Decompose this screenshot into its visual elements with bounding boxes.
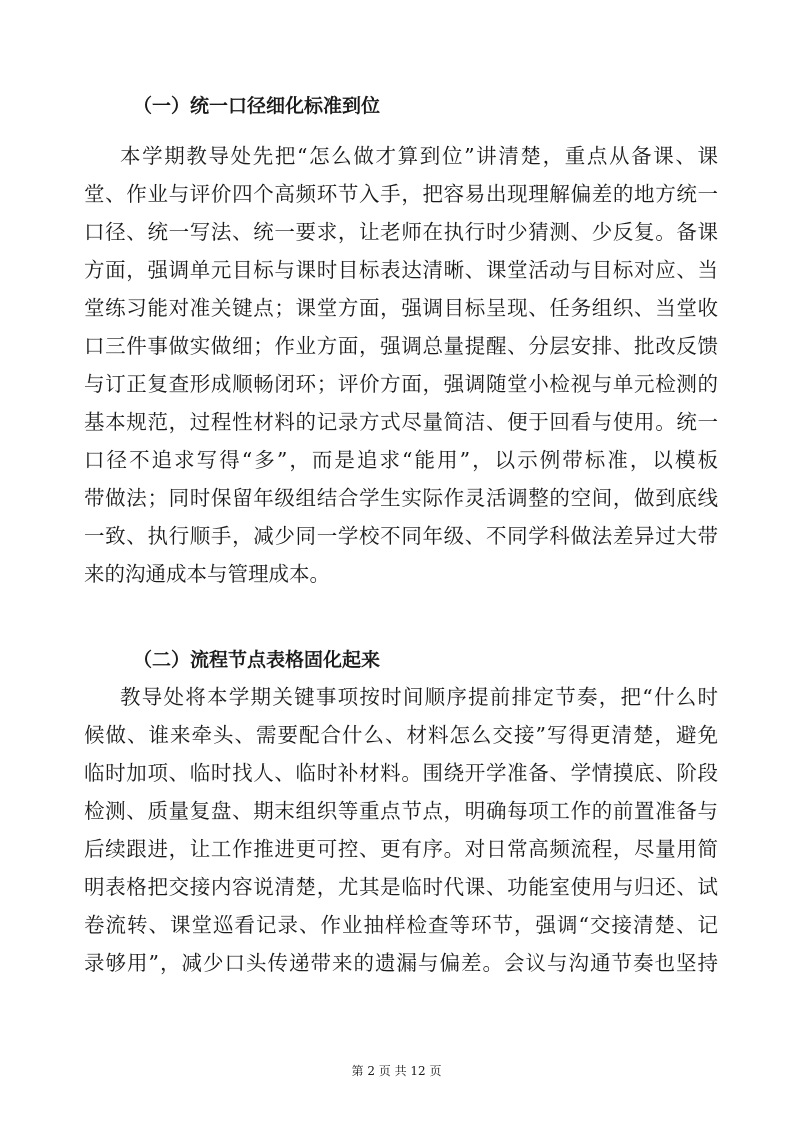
- paragraph-line: 候做、谁来牵头、需要配合什么、材料怎么交接”写得更清楚，避免: [84, 723, 718, 747]
- paragraph-line: 检测、质量复盘、期末组织等重点节点，明确每项工作的前置准备与: [84, 799, 718, 823]
- paragraph-line: 带做法；同时保留年级组结合学生实际作灵活调整的空间，做到底线: [84, 486, 718, 510]
- paragraph-line: 口径不追求写得“多”，而是追求“能用”，以示例带标准，以模板: [84, 448, 718, 472]
- paragraph-line: 录够用”，减少口头传递带来的遗漏与偏差。会议与沟通节奏也坚持: [84, 951, 718, 975]
- paragraph-line: 本学期教导处先把“怎么做才算到位”讲清楚，重点从备课、课: [120, 144, 718, 168]
- paragraph-line: 口三件事做实做细；作业方面，强调总量提醒、分层安排、批改反馈: [84, 334, 718, 358]
- section-1-paragraph: [84, 137, 718, 593]
- paragraph-line: 一致、执行顺手，减少同一学校不同年级、不同学科做法差异过大带: [84, 524, 718, 548]
- section-2-heading: （二）流程节点表格固化起来: [133, 649, 381, 671]
- paragraph-line: 堂练习能对准关键点；课堂方面，强调目标呈现、任务组织、当堂收: [84, 296, 718, 320]
- paragraph-line: 后续跟进，让工作推进更可控、更有序。对日常高频流程，尽量用简: [84, 837, 718, 861]
- paragraph-line: 教导处将本学期关键事项按时间顺序提前排定节奏，把“什么时: [120, 685, 718, 709]
- page-number-footer: 第 2 页 共 12 页: [351, 1064, 442, 1078]
- section-2-paragraph: [84, 678, 718, 982]
- paragraph-line: 方面，强调单元目标与课时目标表达清晰、课堂活动与目标对应、当: [84, 258, 718, 282]
- paragraph-line: 堂、作业与评价四个高频环节入手，把容易出现理解偏差的地方统一: [84, 182, 718, 206]
- paragraph-line: 口径、统一写法、统一要求，让老师在执行时少猜测、少反复。备课: [84, 220, 718, 244]
- paragraph-line: 与订正复查形成顺畅闭环；评价方面，强调随堂小检视与单元检测的: [84, 372, 718, 396]
- paragraph-line: 卷流转、课堂巡看记录、作业抽样检查等环节，强调“交接清楚、记: [84, 913, 718, 937]
- paragraph-line: 基本规范，过程性材料的记录方式尽量简洁、便于回看与使用。统一: [84, 410, 718, 434]
- paragraph-line: 来的沟通成本与管理成本。: [84, 562, 330, 586]
- paragraph-line: 明表格把交接内容说清楚，尤其是临时代课、功能室使用与归还、试: [84, 875, 718, 899]
- section-1-heading: （一）统一口径细化标准到位: [133, 95, 381, 117]
- paragraph-line: 临时加项、临时找人、临时补材料。围绕开学准备、学情摸底、阶段: [84, 761, 718, 785]
